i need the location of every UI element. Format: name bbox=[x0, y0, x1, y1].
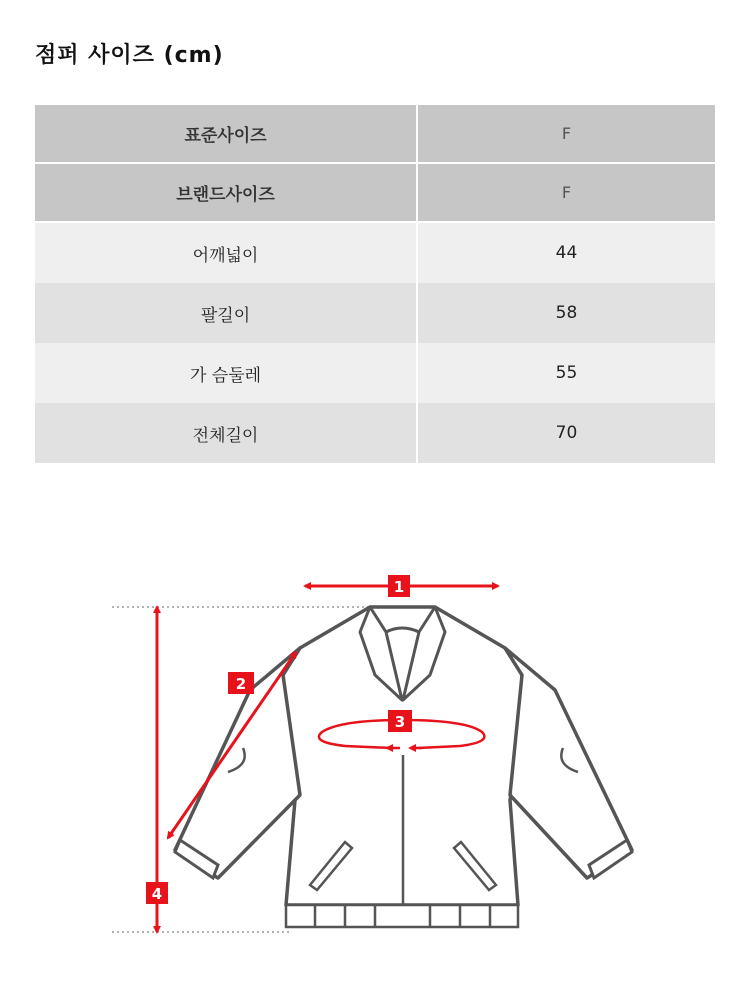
table-row-sleeve bbox=[35, 283, 715, 343]
marker-1-badge bbox=[388, 575, 410, 597]
shoulder-value: 44 bbox=[417, 222, 715, 283]
total-length-label: 전체길이 bbox=[35, 403, 417, 463]
table-row-chest bbox=[35, 343, 715, 403]
table-row-shoulder bbox=[35, 222, 715, 283]
size-table bbox=[35, 105, 715, 463]
jacket-hem-band bbox=[286, 905, 518, 927]
jacket-measurement-diagram bbox=[100, 560, 660, 950]
shoulder-label: 어깨넓이 bbox=[35, 222, 417, 283]
page-title: 점퍼 사이즈 (cm) bbox=[35, 43, 224, 68]
standard-size-value: F bbox=[417, 105, 715, 163]
marker-4-badge bbox=[146, 882, 168, 904]
brand-size-label: 브랜드사이즈 bbox=[35, 163, 417, 222]
table-row-standard-size bbox=[35, 105, 715, 163]
svg-text:2: 2 bbox=[235, 675, 247, 693]
table-row-brand-size bbox=[35, 163, 715, 222]
standard-size-label: 표준사이즈 bbox=[35, 105, 417, 163]
marker-3-badge bbox=[388, 710, 412, 732]
svg-text:4: 4 bbox=[151, 885, 163, 903]
total-length-value: 70 bbox=[417, 403, 715, 463]
table-row-total-length bbox=[35, 403, 715, 463]
svg-text:3: 3 bbox=[394, 713, 406, 731]
sleeve-value: 58 bbox=[417, 283, 715, 343]
brand-size-value: F bbox=[417, 163, 715, 222]
marker-2-badge bbox=[228, 672, 254, 694]
chest-value: 55 bbox=[417, 343, 715, 403]
sleeve-label: 팔길이 bbox=[35, 283, 417, 343]
svg-text:1: 1 bbox=[393, 578, 405, 596]
chest-label: 가 슴둘레 bbox=[35, 343, 417, 403]
